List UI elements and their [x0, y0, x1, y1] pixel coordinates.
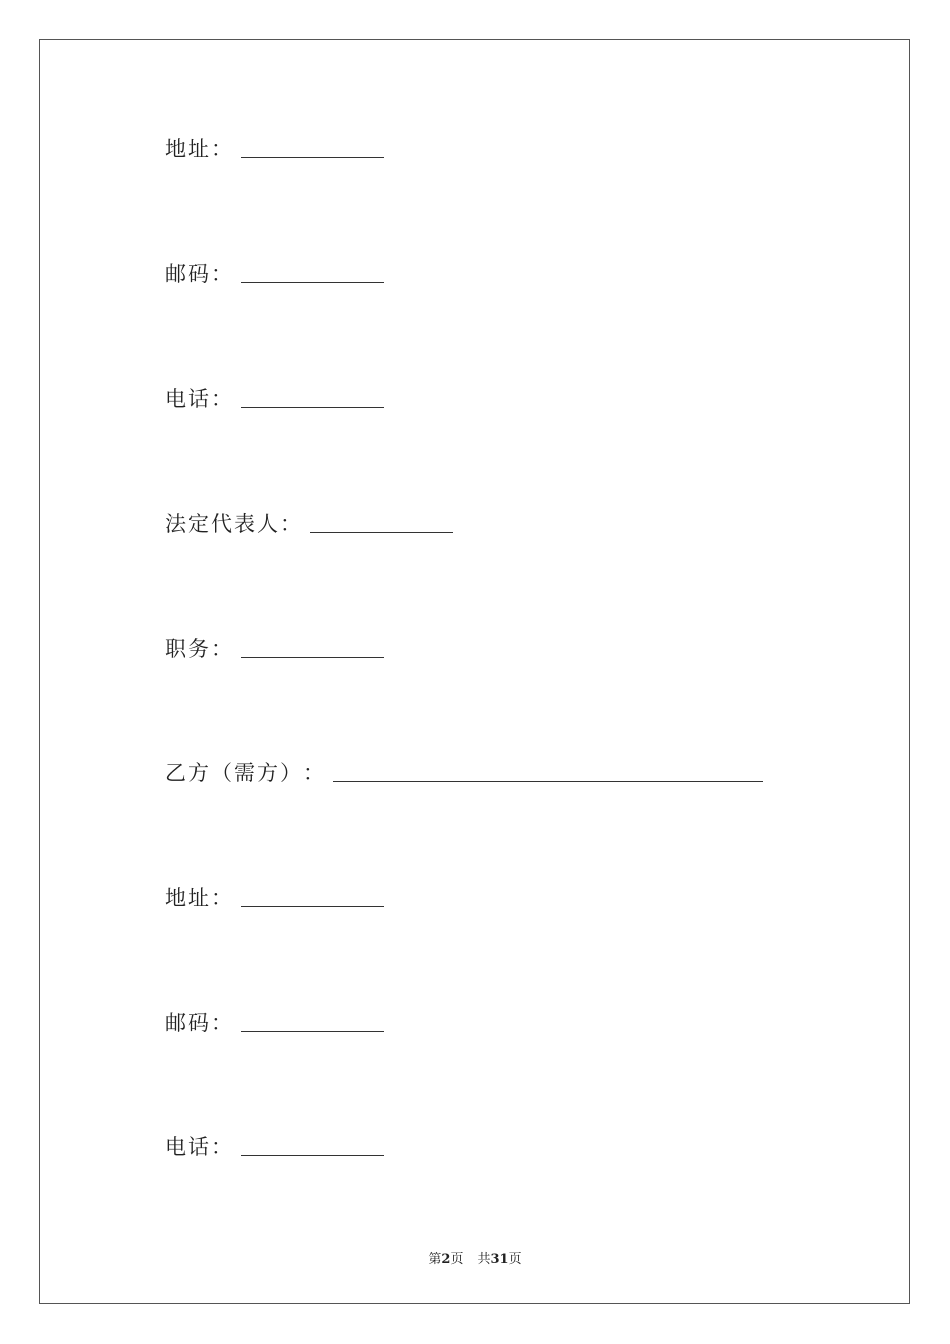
page-number: 2	[441, 1252, 451, 1267]
party-b-phone-field	[165, 1128, 384, 1160]
fill-in-blank[interactable]	[241, 407, 384, 408]
party-a-legal-rep-field	[165, 505, 453, 537]
field-label: 电话	[165, 387, 211, 411]
field-colon: ：	[211, 1135, 232, 1159]
field-label: 乙方（需方）	[165, 761, 303, 785]
field-colon: ：	[211, 387, 232, 411]
party-b-name-field	[165, 754, 763, 786]
party-a-address-field	[165, 130, 384, 162]
fill-in-blank[interactable]	[241, 906, 384, 907]
page-suffix: 页	[450, 1252, 464, 1267]
fill-in-blank[interactable]	[241, 157, 384, 158]
total-prefix: 共	[477, 1252, 491, 1267]
field-colon: ：	[211, 262, 232, 286]
field-label: 电话	[165, 1135, 211, 1159]
field-colon: ：	[211, 637, 232, 661]
party-b-address-field	[165, 879, 384, 911]
field-label: 地址	[165, 886, 211, 910]
fill-in-blank[interactable]	[241, 1155, 384, 1156]
total-pages: 31	[490, 1252, 509, 1267]
field-label: 法定代表人	[165, 512, 280, 536]
field-label: 职务	[165, 637, 211, 661]
fill-in-blank[interactable]	[241, 657, 384, 658]
fill-in-blank[interactable]	[310, 532, 453, 533]
field-label: 地址	[165, 137, 211, 161]
fill-in-blank[interactable]	[241, 1031, 384, 1032]
total-suffix: 页	[508, 1252, 522, 1267]
field-colon: ：	[280, 512, 301, 536]
document-page	[39, 39, 910, 1304]
page-footer	[0, 1248, 950, 1267]
field-colon: ：	[211, 1011, 232, 1035]
party-a-postcode-field	[165, 255, 384, 287]
field-label: 邮码	[165, 262, 211, 286]
field-label: 邮码	[165, 1011, 211, 1035]
page-prefix: 第	[428, 1252, 442, 1267]
fill-in-blank[interactable]	[333, 781, 763, 782]
field-colon: ：	[303, 761, 324, 785]
field-colon: ：	[211, 886, 232, 910]
party-a-phone-field	[165, 380, 384, 412]
party-b-postcode-field	[165, 1004, 384, 1036]
field-colon: ：	[211, 137, 232, 161]
party-a-position-field	[165, 630, 384, 662]
fill-in-blank[interactable]	[241, 282, 384, 283]
